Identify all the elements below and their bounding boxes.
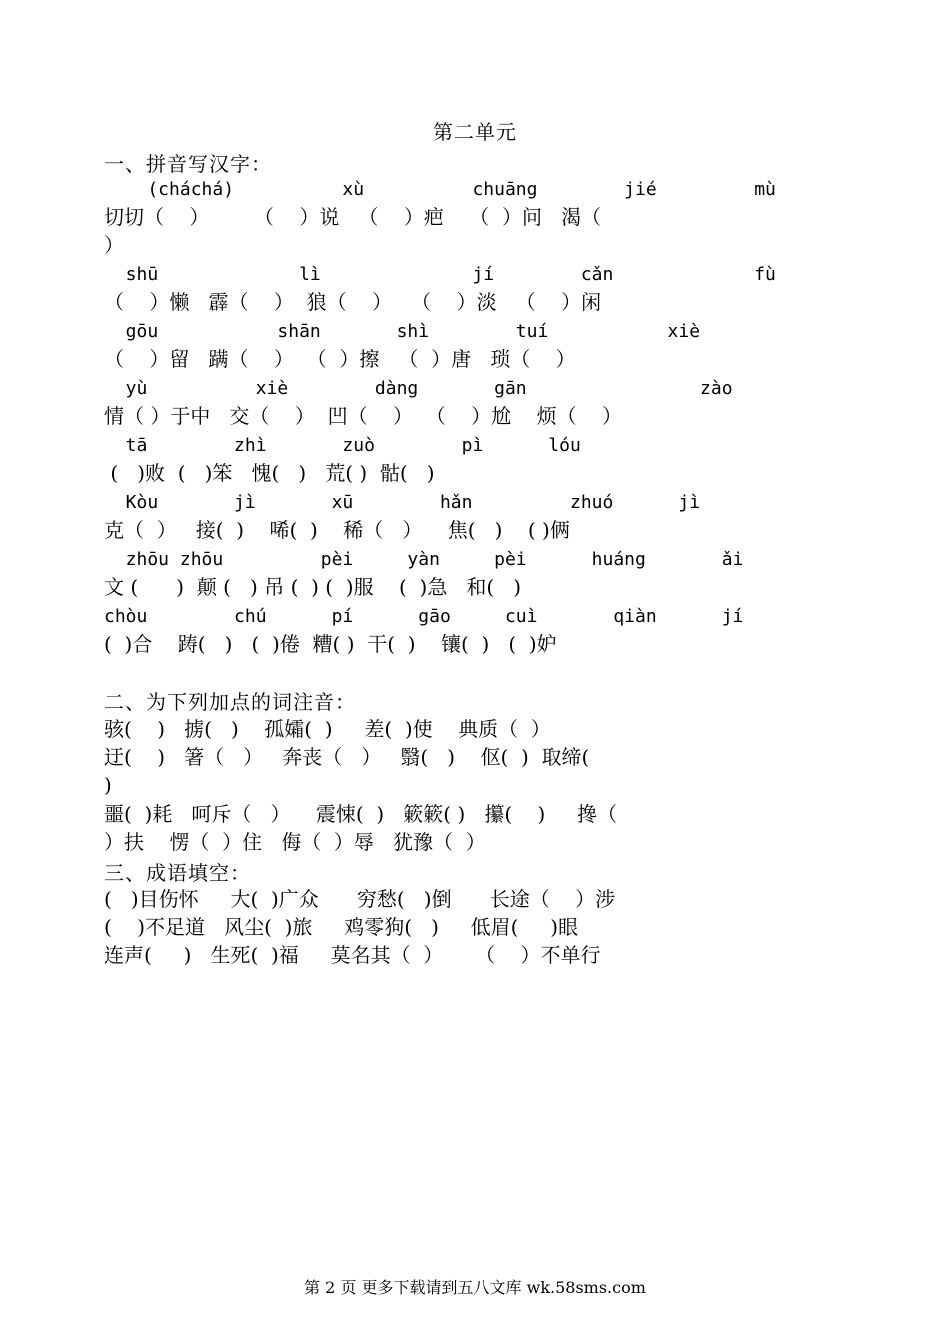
annotation-line: ) bbox=[104, 773, 112, 797]
page-footer: 第 2 页 更多下载请到五八文库 wk.58sms.com bbox=[304, 1278, 646, 1297]
hanzi-row: 克（ ） 接( ) 唏( ) 稀（ ） 焦( ) ( )俩 bbox=[104, 518, 570, 542]
pinyin-row: Kòu jì xū hǎn zhuó jì bbox=[104, 492, 701, 513]
hanzi-row: ( )合 踌( ) ( )倦 糟( ) 干( ) 镶( ) ( )妒 bbox=[104, 632, 557, 656]
section3-heading: 三、成语填空： bbox=[104, 861, 251, 885]
hanzi-row: 文 ( ) 颠 ( ) 吊 ( ) ( )服 ( )急 和( ) bbox=[104, 575, 522, 599]
annotation-line: 骇( ) 掳( ) 孤孀( ) 差( )使 典质（ ） bbox=[104, 717, 551, 741]
pinyin-row: gōu shān shì tuí xiè bbox=[104, 321, 701, 342]
idiom-line: 连声( ) 生死( )福 莫名其（ ） （ ）不单行 bbox=[104, 943, 601, 967]
page-title: 第二单元 bbox=[433, 120, 517, 144]
pinyin-row: yù xiè dàng gān zào bbox=[104, 378, 733, 399]
section1-heading: 一、拼音写汉字： bbox=[104, 152, 272, 176]
hanzi-row: （ ）懒 霹（ ） 狼（ ） （ ）淡 （ ）闲 bbox=[104, 290, 602, 314]
hanzi-row: 切切（ ） （ ）说 （ ）疤 （ ）问 渴（ bbox=[104, 205, 602, 229]
pinyin-row: tā zhì zuò pì lóu bbox=[104, 435, 581, 456]
pinyin-row: (cháchá) xù chuāng jié mù bbox=[104, 179, 776, 200]
section2-heading: 二、为下列加点的词注音： bbox=[104, 690, 356, 714]
pinyin-row: shū lì jí cǎn fù bbox=[104, 264, 776, 285]
annotation-line: ）扶 愣（ ）住 侮（ ）辱 犹豫（ ） bbox=[104, 830, 486, 854]
annotation-line: 迂( ) 箸（ ） 奔丧（ ） 翳( ) 伛( ) 取缔( bbox=[104, 745, 590, 769]
annotation-line: 噩( )耗 呵斥（ ） 震悚( ) 簌簌( ) 攥( ) 搀（ bbox=[104, 802, 618, 826]
pinyin-row: chòu chú pí gāo cuì qiàn jí bbox=[104, 606, 744, 627]
hanzi-row: ） bbox=[104, 233, 124, 257]
pinyin-row: zhōu zhōu pèi yàn pèi huáng ǎi bbox=[104, 549, 744, 570]
hanzi-row: （ ）留 蹒（ ） （ ）擦 （ ）唐 琐（ ） bbox=[104, 347, 576, 371]
hanzi-row: ( )败 ( )笨 愧( ) 荒( ) 骷( ) bbox=[104, 461, 435, 485]
hanzi-row: 情（ ）于中 交（ ） 凹（ ） （ ）尬 烦（ ） bbox=[104, 404, 623, 428]
idiom-line: ( )不足道 风尘( )旅 鸡零狗( ) 低眉( )眼 bbox=[104, 915, 579, 939]
idiom-line: ( )目伤怀 大( )广众 穷愁( )倒 长途（ ）涉 bbox=[104, 887, 616, 911]
